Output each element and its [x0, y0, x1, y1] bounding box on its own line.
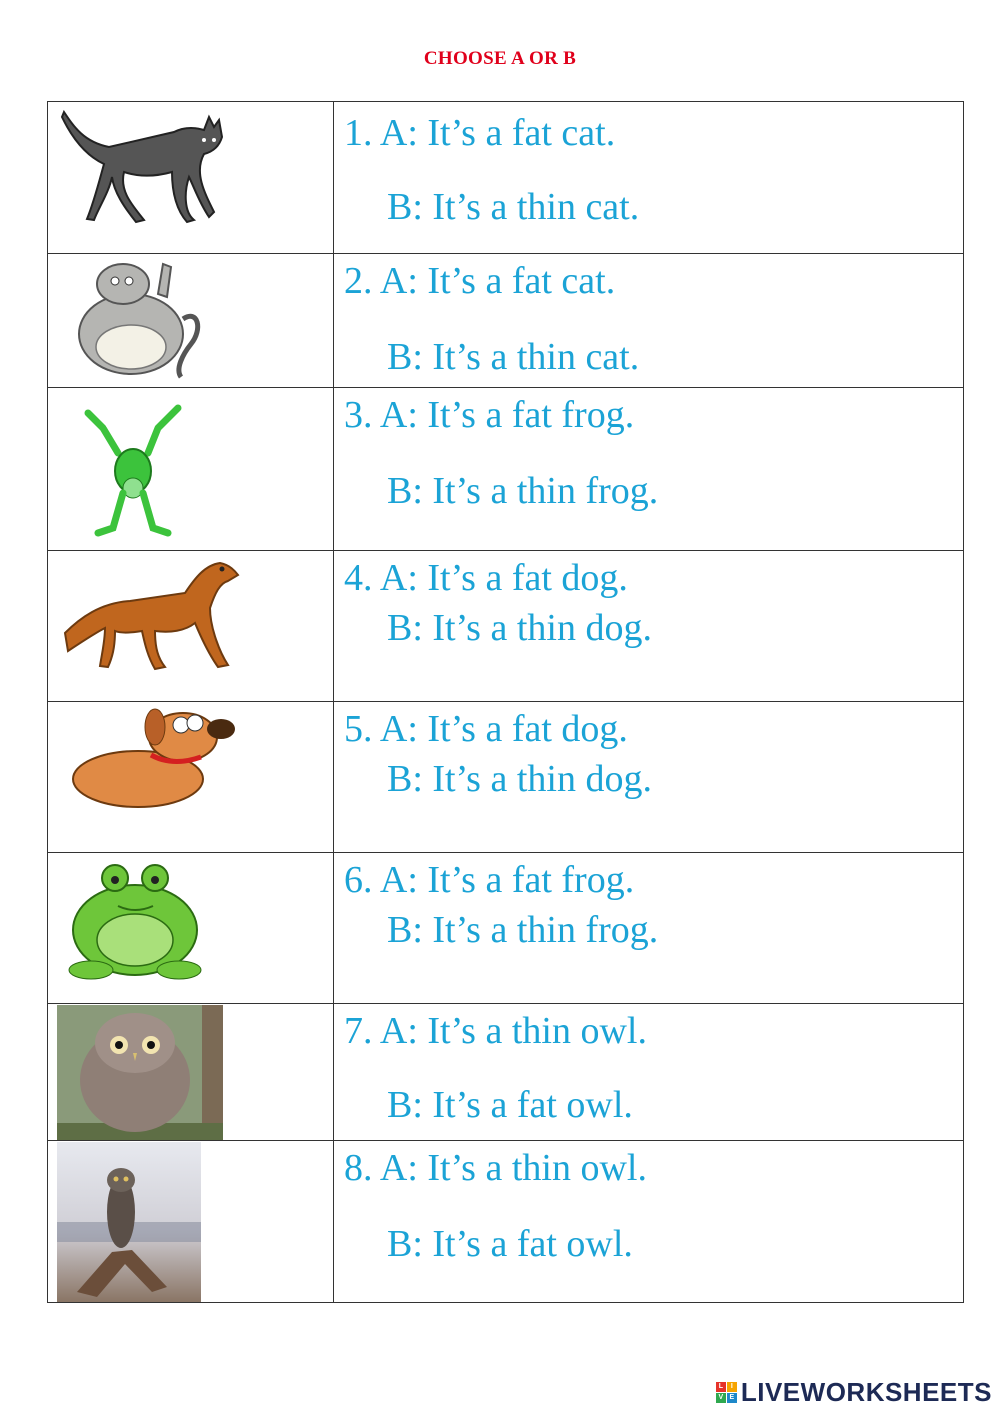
thin-cat-image — [54, 102, 224, 232]
question-row-7 — [48, 1004, 964, 1141]
picture-cell-7 — [48, 1004, 334, 1141]
option-b-6[interactable]: B: It’s a thin frog. — [387, 909, 659, 951]
question-row-2 — [48, 254, 964, 388]
question-row-3 — [48, 388, 964, 551]
question-row-6 — [48, 853, 964, 1004]
option-a-1[interactable]: 1. A: It’s a fat cat. — [344, 112, 616, 154]
option-a-5[interactable]: 5. A: It’s a fat dog. — [344, 708, 628, 750]
option-b-2[interactable]: B: It’s a thin cat. — [387, 336, 640, 378]
fat-dog-image — [63, 707, 243, 817]
question-row-4 — [48, 551, 964, 702]
option-b-1[interactable]: B: It’s a thin cat. — [387, 186, 640, 228]
option-b-7[interactable]: B: It’s a fat owl. — [387, 1084, 633, 1126]
answer-cell-8 — [334, 1141, 964, 1303]
picture-cell-5 — [48, 702, 334, 853]
picture-cell-4 — [48, 551, 334, 702]
answer-cell-1 — [334, 102, 964, 254]
option-b-4[interactable]: B: It’s a thin dog. — [387, 607, 652, 649]
option-b-3[interactable]: B: It’s a thin frog. — [387, 470, 659, 512]
question-row-8 — [48, 1141, 964, 1303]
fat-owl-photo — [57, 1005, 223, 1140]
question-table — [47, 101, 964, 1303]
option-b-8[interactable]: B: It’s a fat owl. — [387, 1223, 633, 1265]
option-a-4[interactable]: 4. A: It’s a fat dog. — [344, 557, 628, 599]
logo-letter: E — [727, 1393, 737, 1403]
picture-cell-3 — [48, 388, 334, 551]
answer-cell-7 — [334, 1004, 964, 1141]
answer-cell-2 — [334, 254, 964, 388]
picture-cell-2 — [48, 254, 334, 388]
liveworksheets-logo — [716, 1377, 992, 1408]
option-a-2[interactable]: 2. A: It’s a fat cat. — [344, 260, 616, 302]
question-row-1 — [48, 102, 964, 254]
answer-cell-4 — [334, 551, 964, 702]
picture-cell-8 — [48, 1141, 334, 1303]
thin-dog-image — [60, 553, 240, 678]
answer-cell-6 — [334, 853, 964, 1004]
logo-letter: I — [727, 1382, 737, 1392]
option-a-7[interactable]: 7. A: It’s a thin owl. — [344, 1010, 647, 1052]
question-row-5 — [48, 702, 964, 853]
worksheet-title: CHOOSE A OR B — [423, 48, 577, 69]
option-a-6[interactable]: 6. A: It’s a fat frog. — [344, 859, 635, 901]
logo-letter: V — [716, 1393, 726, 1403]
answer-cell-5 — [334, 702, 964, 853]
logo-letter: L — [716, 1382, 726, 1392]
option-a-3[interactable]: 3. A: It’s a fat frog. — [344, 394, 635, 436]
option-b-5[interactable]: B: It’s a thin dog. — [387, 758, 652, 800]
thin-frog-image — [73, 393, 203, 551]
brand-name: LIVEWORKSHEETS — [740, 1377, 992, 1407]
thin-owl-photo — [57, 1142, 201, 1302]
option-a-8[interactable]: 8. A: It’s a thin owl. — [344, 1147, 647, 1189]
picture-cell-1 — [48, 102, 334, 254]
logo-mark-icon — [716, 1382, 737, 1403]
fat-cat-image — [63, 259, 213, 384]
picture-cell-6 — [48, 853, 334, 1004]
fat-frog-image — [63, 858, 213, 983]
answer-cell-3 — [334, 388, 964, 551]
